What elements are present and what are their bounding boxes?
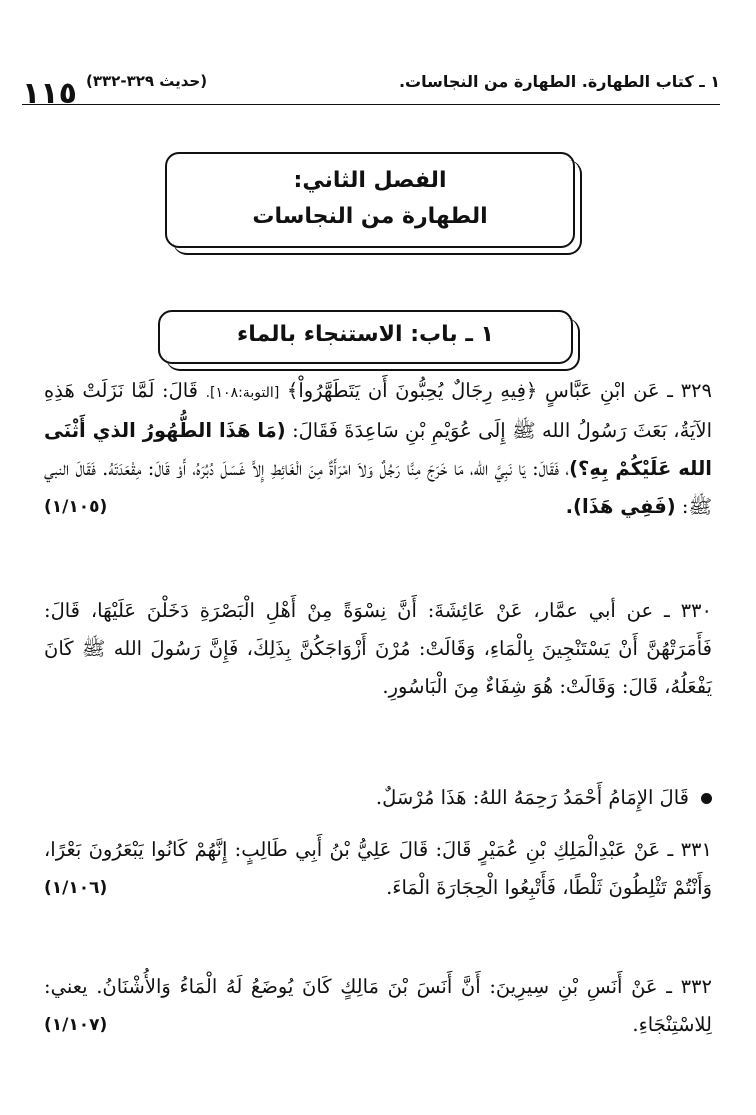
hadith-332-text: ٣٣٢ ـ عَنْ أَنَسِ بْنِ سِيرِينَ: أَنَّ أَنَسَ بْنَ مَالِكٍ كَانَ يُوضَعُ لَهُ الْمَاءُ وَالأُشْنَانُ. يعني: لِلاسْتِنْجَاءِ.	[44, 975, 712, 1036]
hadith-330: ٣٣٠ ـ عن أبي عمَّار، عَنْ عَائِشَةَ: أَنَّ نِسْوَةً مِنْ أَهْلِ الْبَصْرَةِ دَخَلْنَ عَلَيْهَا، قَالَ: فَأَمَرَتْهُنَّ أَنْ يَسْتَنْجِينَ بِالْمَاءِ، وَقَالَتْ: مُرْنَ أَزْوَاجَكُنَّ بِذَلِكَ، فَإِنَّ رَسُولَ الله ﷺ كَانَ يَفْعَلُهُ، قَالَ: وَقَالَتْ: هُوَ شِفَاءٌ مِنَ الْبَاسُورِ.	[44, 599, 712, 698]
hadith-range: (حديث ٣٢٩-٣٣٢)	[86, 72, 208, 90]
hadith-331-text: ٣٣١ ـ عَنْ عَبْدِالْمَلِكِ بْنِ عُمَيْرٍ قَالَ: قَالَ عَلِيُّ بْنُ أَبِي طَالِبٍ: إِنَّهُمْ كَانُوا يَبْعَرُونَ بَعْرًا، وَأَنْتُمْ تَثْلِطُونَ ثَلْطًا، فَأَتْبِعُوا الْحِجَارَةَ الْمَاءَ.	[44, 838, 712, 899]
hadith-329-opening: ٣٢٩ ـ عَن ابْنِ عَبَّاسٍ ﴿فِيهِ رِجَالٌ يُحِبُّونَ أَن يَتَطَهَّرُواْ﴾	[279, 379, 712, 402]
chapter-title-box	[165, 152, 575, 248]
chapter-title: الطهارة من النجاسات	[252, 204, 488, 229]
bab-title-box	[158, 310, 573, 364]
quran-reference: [التوبة:١٠٨].	[205, 385, 280, 401]
imam-ahmad-note-text: قَالَ الإِمَامُ أَحْمَدُ رَحِمَهُ اللهُ: هَذَا مُرْسَلٌ.	[375, 786, 689, 809]
hadith-329-citation: (١/١٠٥)	[44, 497, 108, 517]
prophet-quote-1: (مَا هَذَا الطُّهُورُ الذي أَثْنَى الله عَلَيْكُمْ بِهِ؟)	[44, 419, 712, 480]
running-book-title: ١ ـ كتاب الطهارة. الطهارة من النجاسات.	[398, 72, 720, 91]
imam-ahmad-note	[44, 779, 712, 817]
bullet-icon	[701, 793, 712, 804]
page-header	[22, 70, 720, 111]
hadith-329	[44, 372, 712, 526]
chapter-label: الفصل الثاني:	[293, 168, 447, 193]
hadith-331-citation: (١/١٠٦)	[44, 878, 108, 898]
hadith-332	[44, 968, 712, 1044]
page-number: ١١٥	[22, 76, 77, 111]
hadith-329-text-a: قَالَ: لَمَّا نَزَلَتْ هَذِهِ الآيَةُ، بَعَثَ رَسُولُ الله ﷺ إِلَى عُوَيْمِ بْنِ سَاعِدَةَ فَقَالَ:	[44, 379, 713, 442]
hadith-331	[44, 831, 712, 907]
hadith-332-citation: (١/١٠٧)	[44, 1015, 108, 1035]
hadith-329-text-b: ، فَقَالَ: يَا نَبِيَّ الله، مَا خَرَجَ مِنَّا رَجُلٌ وَلاَ امْرَأَةٌ مِنَ الْغَائِطِ إِلاَّ غَسَلَ دُبُرَهُ، أَوْ قَالَ: مِقْعَدَتَهُ. فَقَالَ النبي ﷺ:	[44, 457, 712, 518]
prophet-quote-2: (فَفِي هَذَا).	[565, 495, 676, 518]
bab-title: ١ ـ باب: الاستنجاء بالماء	[237, 322, 494, 347]
